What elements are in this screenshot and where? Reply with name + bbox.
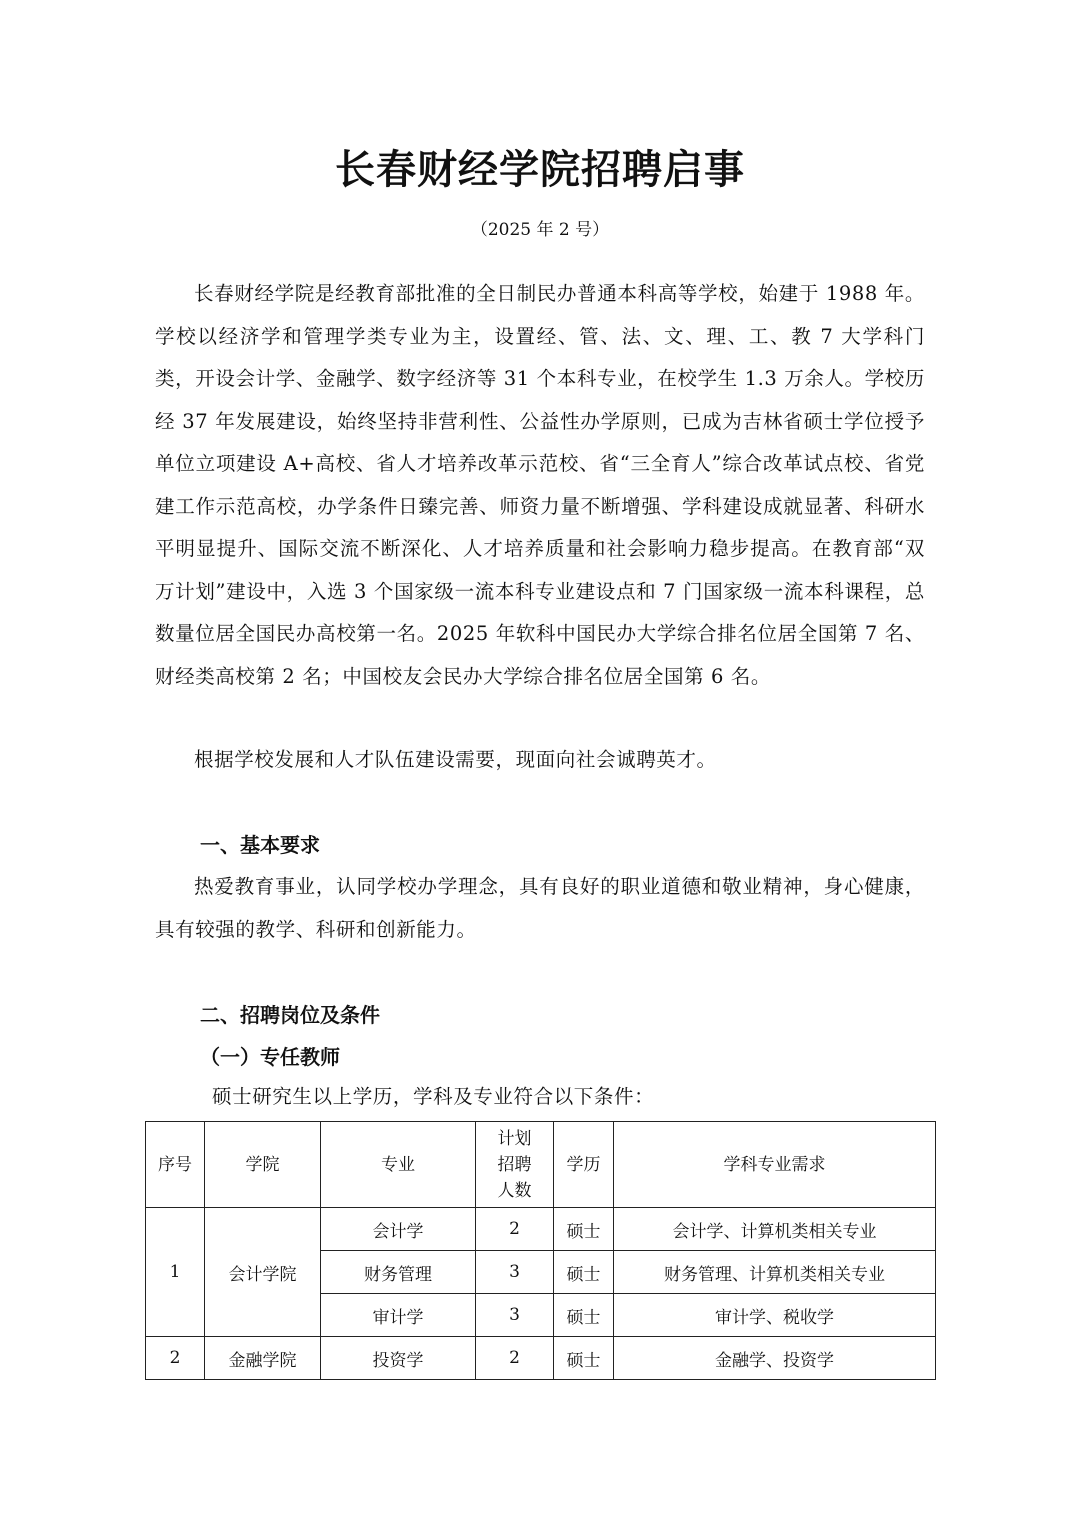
basic-requirements-text: 热爱教育事业，认同学校办学理念，具有良好的职业道德和敬业精神，身心健康，具有较强的教学、科研和创新能力。 (155, 875, 925, 941)
cell-index: 1 (146, 1208, 205, 1337)
cell-count: 3 (476, 1251, 554, 1294)
cell-college: 金融学院 (205, 1337, 321, 1380)
cell-requirement: 金融学、投资学 (614, 1337, 936, 1380)
cell-requirement: 会计学、计算机类相关专业 (614, 1208, 936, 1251)
cell-index: 2 (146, 1337, 205, 1380)
cell-major: 会计学 (321, 1208, 476, 1251)
cell-degree: 硕士 (554, 1208, 614, 1251)
header-college: 学院 (205, 1122, 321, 1208)
cell-major: 投资学 (321, 1337, 476, 1380)
table-header-row (146, 1122, 936, 1208)
cell-degree: 硕士 (554, 1251, 614, 1294)
cell-college: 会计学院 (205, 1208, 321, 1337)
header-requirement: 学科专业需求 (614, 1122, 936, 1208)
table-row (146, 1337, 936, 1380)
header-plan-line: 计划 (497, 1128, 532, 1149)
intro-paragraph: 长春财经学院是经教育部批准的全日制民办普通本科高等学校，始建于 1988 年。学校以经济学和管理学类专业为主，设置经、管、法、文、理、工、教 7 大学科门类，开设会计学、金融学、数字经济等 31 个本科专业，在校学生 1.3 万余人。学校历经 37 年发展建设，始终坚持非营利性、公益性办学原则，已成为吉林省硕士学位授予单位立项建设 A+高校、省人才培养改革示范校、省“三全育人”综合改革试点校、省党建工作示范高校，办学条件日臻完善、师资力量不断增强、学科建设成就显著、科研水平明显提升、国际交流不断深化、人才培养质量和社会影响力稳步提高。在教育部“双万计划”建设中，入选 3 个国家级一流本科专业建设点和 7 门国家级一流本科课程，总数量位居全国民办高校第一名。2025 年软科中国民办大学综合排名位居全国第 7 名、财经类高校第 2 名；中国校友会民办大学综合排名位居全国第 6 名。 (155, 282, 925, 688)
cell-degree: 硕士 (554, 1337, 614, 1380)
cell-requirement: 审计学、税收学 (614, 1294, 936, 1337)
document-title: 长春财经学院招聘启事 (335, 147, 745, 193)
cell-count: 3 (476, 1294, 554, 1337)
header-planned-count (476, 1122, 554, 1208)
cell-count: 2 (476, 1337, 554, 1380)
closing-paragraph: 根据学校发展和人才队伍建设需要，现面向社会诚聘英才。 (194, 748, 717, 771)
header-major: 专业 (321, 1122, 476, 1208)
cell-major: 财务管理 (321, 1251, 476, 1294)
issue-number: （2025 年 2 号） (470, 220, 610, 240)
section-heading-positions: 二、招聘岗位及条件 (200, 1003, 380, 1027)
cell-requirement: 财务管理、计算机类相关专业 (614, 1251, 936, 1294)
header-plan-line: 人数 (497, 1180, 532, 1201)
header-index: 序号 (146, 1122, 205, 1208)
header-degree: 学历 (554, 1122, 614, 1208)
cell-count: 2 (476, 1208, 554, 1251)
positions-table (145, 1121, 936, 1380)
table-row (146, 1208, 936, 1251)
subsection-heading-full-time-teachers: （一）专任教师 (200, 1045, 340, 1069)
header-plan-line: 招聘 (497, 1154, 532, 1175)
section-heading-basic-requirements: 一、基本要求 (200, 833, 320, 857)
degree-requirement-note: 硕士研究生以上学历，学科及专业符合以下条件： (212, 1085, 655, 1108)
cell-major: 审计学 (321, 1294, 476, 1337)
cell-degree: 硕士 (554, 1294, 614, 1337)
